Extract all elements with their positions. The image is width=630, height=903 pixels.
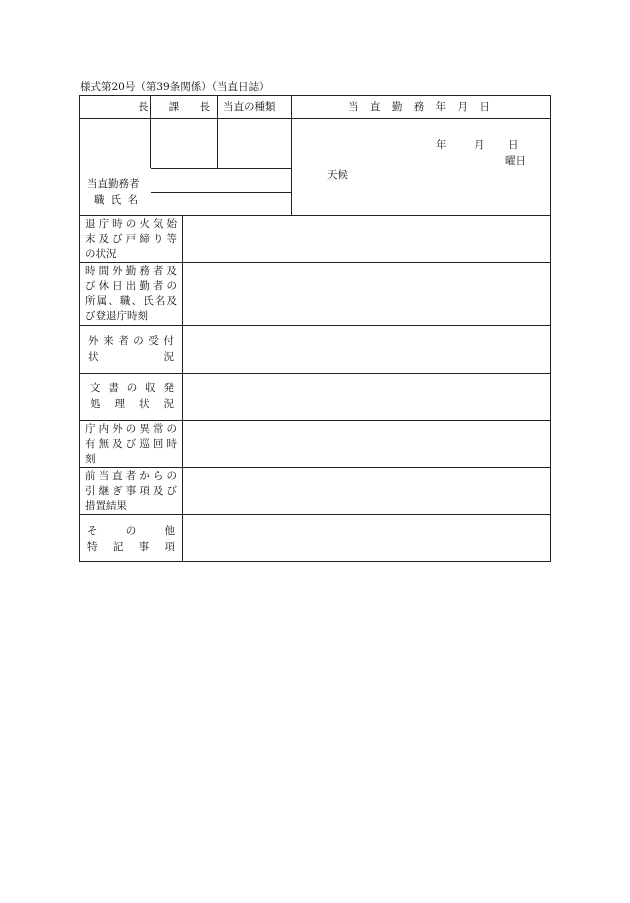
header-date-char: 直 (369, 101, 381, 113)
char: 始 (166, 218, 177, 230)
header-date-char: 月 (457, 101, 469, 113)
char: び (85, 280, 96, 292)
char: の (166, 470, 177, 482)
char: 刻 (137, 310, 148, 322)
header-date-char: 日 (479, 101, 490, 113)
row-label-line (85, 452, 96, 467)
char: の (166, 280, 177, 292)
header-date-char: 年 (435, 101, 447, 113)
char: 及 (112, 438, 123, 450)
char: の (125, 423, 137, 435)
char: 果 (116, 500, 127, 512)
char: 外 (88, 335, 99, 347)
header-chief-char: 課 (168, 101, 180, 113)
date-month-label: 月 (474, 139, 485, 151)
char: 時 (112, 218, 123, 230)
row-label-line (85, 499, 127, 514)
char: 事 (125, 485, 137, 497)
char: の (133, 335, 144, 347)
char: の (85, 248, 96, 260)
char: 文 (90, 382, 101, 394)
char: び (166, 485, 177, 497)
char: 気 (152, 218, 164, 230)
entry-cell-anomalies[interactable] (183, 421, 549, 466)
char: 項 (164, 541, 175, 553)
char: ぎ (112, 485, 123, 497)
char: 状 (88, 351, 99, 363)
char: 者 (118, 335, 129, 347)
row-label-line (85, 279, 177, 294)
row-label-line (90, 381, 174, 396)
char: 退 (85, 218, 96, 230)
char: 務 (139, 265, 150, 277)
char: 名 (154, 295, 166, 307)
header-chief-char: 長 (138, 101, 149, 113)
row-label-line (85, 422, 177, 437)
char: 他 (164, 525, 175, 537)
char: 書 (108, 382, 119, 394)
char: 時 (85, 265, 96, 277)
char: 状 (95, 248, 106, 260)
entry-cell-handover[interactable] (183, 468, 549, 513)
char: 退 (106, 310, 117, 322)
char: 異 (139, 423, 150, 435)
char: 収 (145, 382, 156, 394)
date-year-label: 年 (436, 139, 447, 151)
entry-cell-visitors[interactable] (183, 326, 549, 372)
char: 間 (98, 265, 110, 277)
char: 況 (163, 398, 174, 410)
char: 当 (98, 470, 110, 482)
char: 有 (85, 438, 96, 450)
row-label-line (85, 309, 148, 324)
char: 前 (85, 470, 96, 482)
entry-cell-overtime[interactable] (183, 263, 549, 324)
char: 無 (98, 438, 110, 450)
char: 庁 (85, 423, 96, 435)
char: 者 (152, 280, 164, 292)
header-chief (84, 100, 210, 115)
char: 項 (139, 485, 150, 497)
row-label-line (85, 484, 177, 499)
char: 引 (85, 485, 96, 497)
duty-person-name-cell-2[interactable] (151, 193, 290, 214)
char: 措 (85, 500, 96, 512)
entry-cell-documents[interactable] (183, 374, 549, 419)
char: 事 (138, 541, 150, 553)
char: 所 (85, 295, 96, 307)
row-label-line (85, 437, 177, 452)
char: ら (152, 470, 164, 482)
char: び (85, 310, 96, 322)
entry-cell-fire[interactable] (183, 216, 549, 261)
char: 出 (125, 280, 137, 292)
row-label-line (90, 397, 174, 412)
form-title: 様式第20号（第39条関係）（当直日誌） (80, 81, 270, 93)
char: の (125, 525, 137, 537)
char: 回 (152, 438, 164, 450)
char: そ (87, 525, 98, 537)
char: 外 (112, 265, 123, 277)
char: 直 (112, 470, 123, 482)
char: 特 (87, 541, 98, 553)
row-label-line (85, 469, 177, 484)
section-chief-seal-cell[interactable] (151, 119, 216, 167)
weekday-label: 曜日 (505, 155, 526, 167)
char: 結 (106, 500, 117, 512)
char: 及 (152, 485, 164, 497)
char: 、 (131, 295, 143, 307)
date-day-label: 日 (508, 139, 519, 151)
entry-cell-other-notes[interactable] (183, 515, 549, 560)
char: び (125, 438, 137, 450)
char: 常 (152, 423, 164, 435)
char: 者 (152, 265, 164, 277)
header-date-char: 務 (413, 101, 425, 113)
weather-label: 天候 (327, 169, 348, 181)
char: の (126, 382, 138, 394)
char: 者 (125, 470, 137, 482)
char: 等 (166, 233, 177, 245)
row-label-line (87, 540, 175, 555)
duty-person-name-label (94, 193, 138, 208)
char: 外 (112, 423, 123, 435)
char: び (112, 233, 123, 245)
char: 及 (166, 265, 177, 277)
row-label-line (87, 524, 175, 539)
duty-log-form (79, 95, 551, 562)
duty-type-cell[interactable] (218, 119, 290, 167)
char: り (152, 233, 164, 245)
char: 時 (166, 438, 177, 450)
row-label-line (85, 232, 177, 247)
char: 況 (106, 248, 117, 260)
char: 登 (95, 310, 106, 322)
char: 置 (95, 500, 106, 512)
char: か (139, 470, 150, 482)
char: 庁 (116, 310, 127, 322)
char: 処 (90, 398, 101, 410)
header-date-char: 勤 (391, 101, 403, 113)
row-label-line (85, 294, 177, 309)
header-duty-type: 当直の種類 (223, 101, 276, 113)
char: 勤 (139, 280, 150, 292)
duty-person-name-cell-1[interactable] (151, 169, 290, 191)
duty-person-label: 当直勤務者 (87, 178, 140, 190)
char: 継 (98, 485, 110, 497)
char: 及 (166, 295, 177, 307)
char: 刻 (85, 453, 96, 465)
char: 受 (148, 335, 159, 347)
name-label-char: 氏 (110, 194, 122, 206)
char: 属 (96, 295, 108, 307)
char: 況 (163, 351, 174, 363)
char: 、 (108, 295, 119, 307)
header-date-char: 当 (348, 101, 359, 113)
char: 来 (103, 335, 114, 347)
char: 末 (85, 233, 96, 245)
name-label-char: 名 (127, 194, 138, 206)
header-chief-char: 長 (199, 101, 210, 113)
char: 勤 (125, 265, 137, 277)
char: 理 (114, 398, 125, 410)
char: 火 (139, 218, 150, 230)
row-label-line (85, 247, 117, 262)
row-label-line (88, 334, 174, 349)
row-label-line (85, 264, 177, 279)
char: 及 (98, 233, 110, 245)
char: 付 (163, 335, 174, 347)
char: 巡 (139, 438, 150, 450)
char: 状 (139, 398, 150, 410)
row-label-line (85, 217, 177, 232)
char: 氏 (143, 295, 154, 307)
chief-seal-cell[interactable] (81, 119, 149, 167)
name-label-char: 職 (94, 194, 105, 206)
char: 日 (112, 280, 123, 292)
char: 締 (139, 233, 150, 245)
char: 記 (112, 541, 124, 553)
char: 庁 (98, 218, 110, 230)
header-duty-date (348, 100, 490, 115)
char: 戸 (125, 233, 137, 245)
char: の (166, 423, 177, 435)
char: 休 (98, 280, 110, 292)
char: の (125, 218, 137, 230)
char: 発 (163, 382, 174, 394)
char: 職 (119, 295, 131, 307)
row-label-line (88, 350, 174, 365)
char: 時 (127, 310, 138, 322)
char: 内 (98, 423, 110, 435)
